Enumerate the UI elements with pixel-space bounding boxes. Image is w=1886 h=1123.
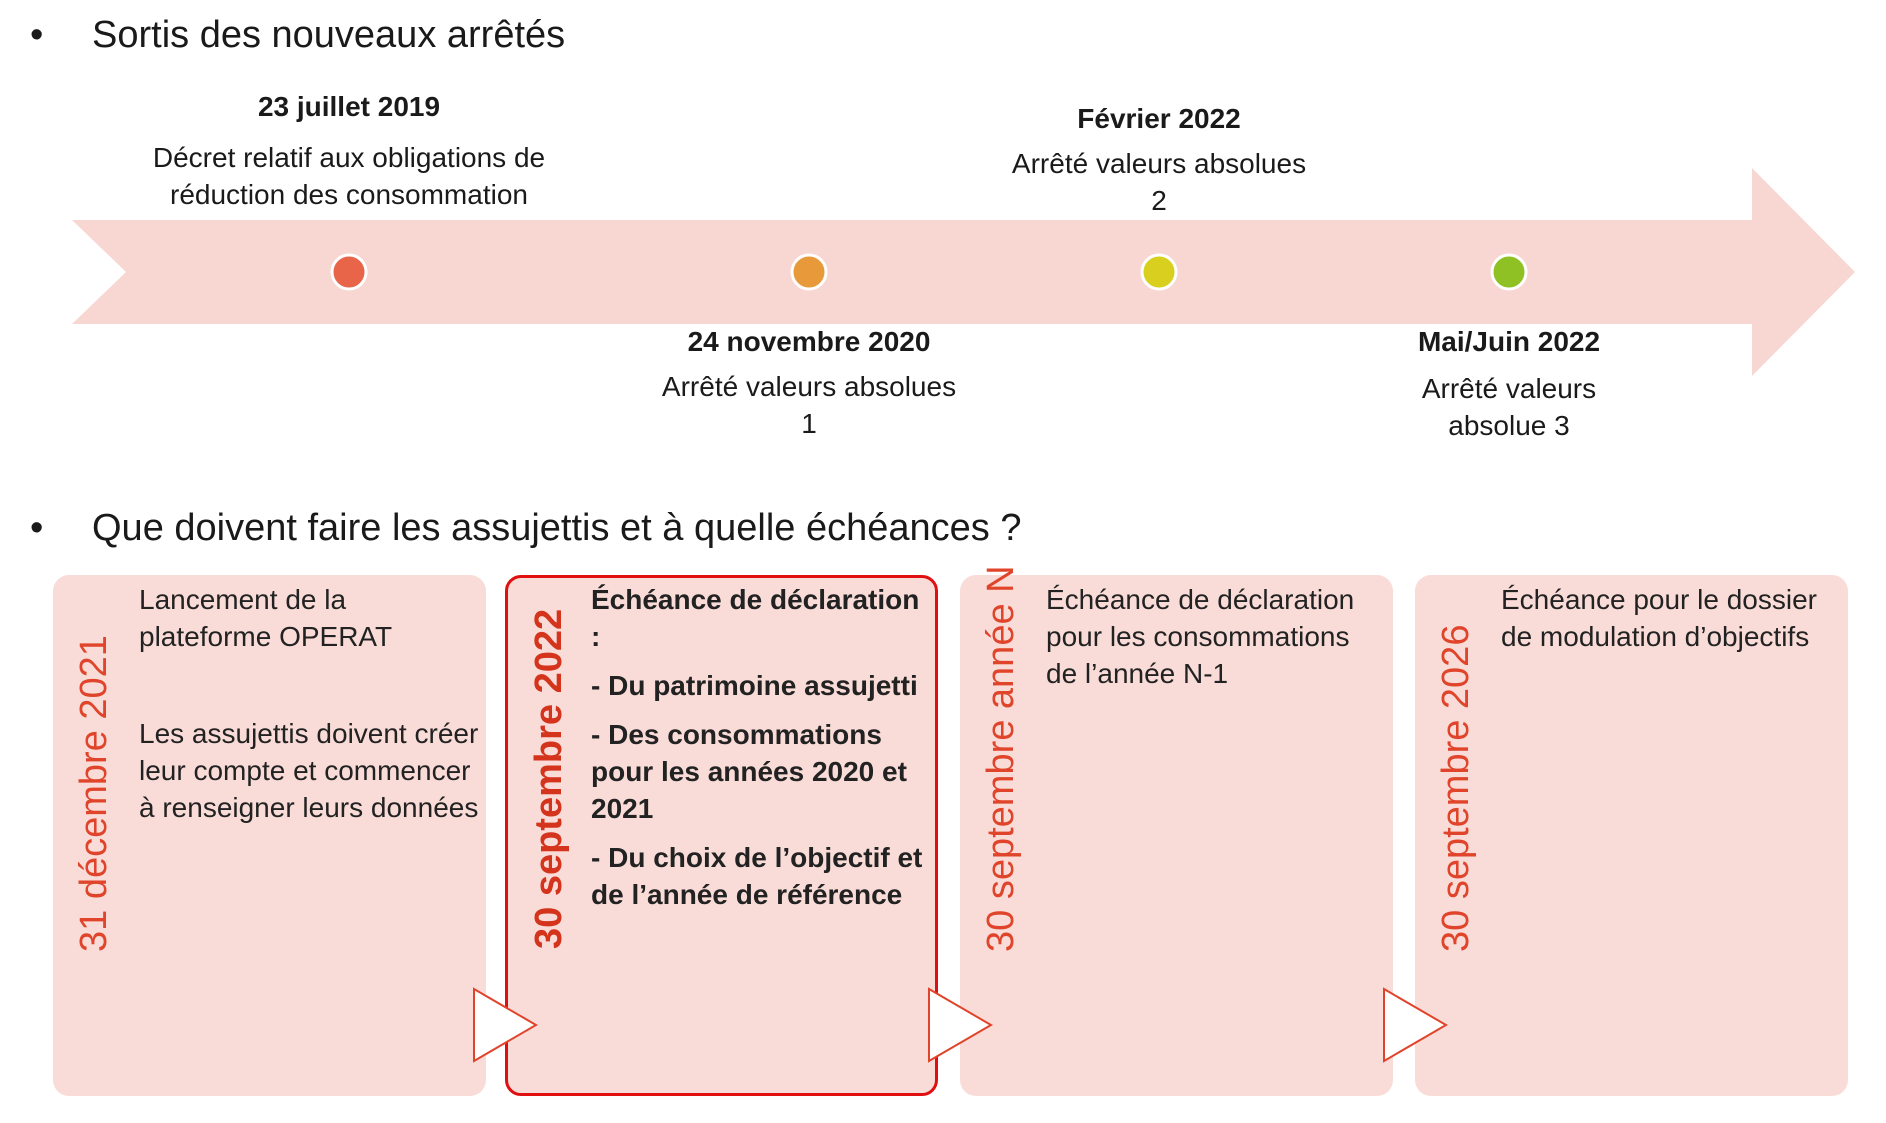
card-body [139, 581, 479, 854]
deadline-card-4 [1415, 575, 1848, 1096]
timeline-event-1 [99, 88, 599, 213]
card-body [591, 581, 931, 925]
event-desc-line: Arrêté valeurs [1421, 373, 1597, 404]
event-desc-line: 2 [1151, 185, 1167, 216]
timeline-event-4 [1309, 323, 1709, 444]
card-body [1501, 581, 1841, 683]
timeline-event-2 [559, 323, 1059, 442]
event-desc-line: absolue 3 [1448, 410, 1570, 441]
event-date: 23 juillet 2019 [257, 91, 441, 122]
card-vertical-date: 30 septembre année N [980, 565, 1022, 952]
card-paragraph: Échéance pour le dossier de modulation d’objectifs [1501, 584, 1817, 652]
timeline-dot-2 [792, 255, 826, 289]
card-vertical-date: 30 septembre 2026 [1435, 624, 1477, 952]
next-arrow-icon [925, 985, 995, 1065]
timeline-dot-4 [1492, 255, 1526, 289]
event-desc-line: Arrêté valeurs absolues [661, 371, 957, 402]
event-desc-line: 1 [801, 408, 817, 439]
event-desc-line: Décret relatif aux obligations de [152, 142, 546, 173]
event-desc-line: réduction des consommation [170, 179, 528, 210]
event-date: Février 2022 [1077, 103, 1241, 134]
event-date: 24 novembre 2020 [687, 326, 931, 357]
card-paragraph: Échéance de déclaration pour les consommations de l’année N-1 [1046, 584, 1355, 689]
timeline-dot-3 [1142, 255, 1176, 289]
section-title-arretes: Sortis des nouveaux arrêtés [92, 14, 566, 56]
deadline-card-2-active [505, 575, 938, 1096]
card-paragraph: - Des consommations pour les années 2020 et 2021 [591, 719, 907, 824]
timeline-dot-1 [332, 255, 366, 289]
next-arrow-icon [1380, 985, 1450, 1065]
card-paragraph: - Du choix de l’objectif et de l’année de référence [591, 842, 923, 910]
event-desc-line: Arrêté valeurs absolues [1011, 148, 1307, 179]
bullet-dot: • [30, 14, 44, 56]
next-arrow-icon [470, 985, 540, 1065]
deadline-card-3 [960, 565, 1393, 1096]
section-title-echeances: Que doivent faire les assujettis et à quelle échéances ? [92, 507, 1022, 549]
card-paragraph: Échéance de déclaration : [591, 584, 920, 652]
card-paragraph: Les assujettis doivent créer leur compte et commencer à renseigner leurs données [139, 718, 479, 823]
card-paragraph: Lancement de la plateforme OPERAT [139, 584, 393, 652]
bullet-dot: • [30, 507, 44, 549]
card-paragraph: - Du patrimoine assujetti [591, 670, 918, 701]
card-body [1046, 581, 1386, 720]
timeline-event-3 [909, 100, 1409, 219]
card-vertical-date: 31 décembre 2021 [73, 635, 115, 952]
event-date: Mai/Juin 2022 [1417, 326, 1601, 357]
deadline-card-1 [53, 575, 486, 1096]
card-vertical-date: 30 septembre 2022 [528, 608, 570, 949]
